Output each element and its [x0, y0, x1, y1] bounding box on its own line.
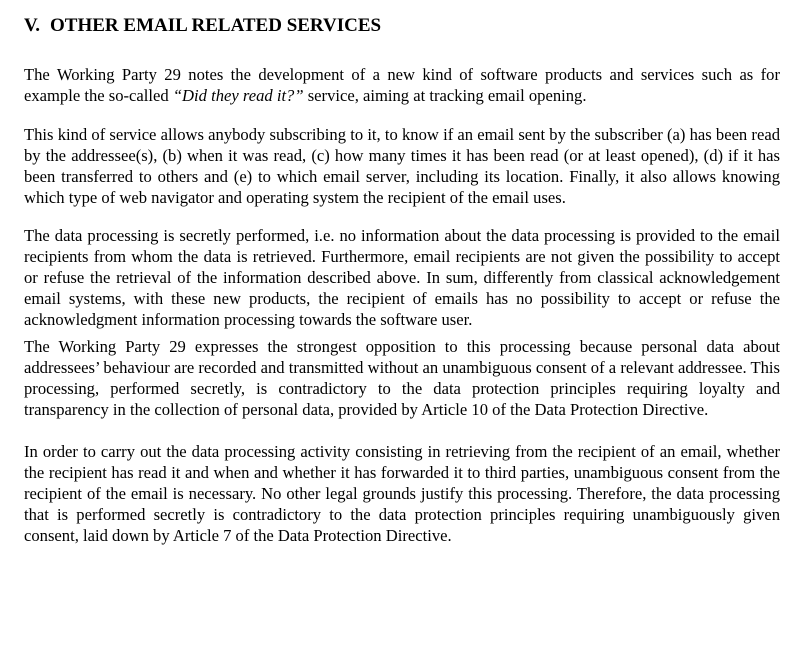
section-number: V.: [24, 15, 41, 36]
paragraph-4: The Working Party 29 expresses the strongest opposition to this processing because personal data about addressees’ behaviour are recorded and transmitted without an unambiguous consent of a relevant addressee. This processing, performed secretly, is contradictory to the data protection principles requiring loyalty and transparency in the collection of personal data, provided by Article 10 of the Data Protection Directive.: [24, 337, 780, 419]
paragraph-3: The data processing is secretly performed, i.e. no information about the data processing is provided to the email recipients from whom the data is retrieved. Furthermore, email recipients are not given the possibility to accept or refuse the retrieval of the information described above. In sum, differently from classical acknowledgement email systems, with these new products, the recipient of emails has no possibility to accept or refuse the acknowledgment information processing towards the software user.: [24, 226, 780, 329]
document-page: [24, 14, 780, 546]
paragraph-1-text-start: The Working Party 29 notes the development of a new kind of software products and services such as for example the so-called: [24, 65, 780, 105]
paragraph-1: [24, 64, 780, 106]
paragraph-1-text-end: service, aiming at tracking email opening.: [303, 86, 587, 105]
section-title: OTHER EMAIL RELATED SERVICES: [50, 15, 382, 36]
paragraph-2: This kind of service allows anybody subscribing to it, to know if an email sent by the subscriber (a) has been read by the addressee(s), (b) when it was read, (c) how many times it has been read (or at least opened), (d) if it has been transferred to others and (e) to which email server, including its location. Finally, it also allows knowing which type of web navigator and operating system the recipient of the email uses.: [24, 125, 780, 207]
section-heading: [24, 14, 780, 38]
paragraph-5: In order to carry out the data processing activity consisting in retrieving from the recipient of an email, whether the recipient has read it and when and whether it has forwarded it to third parties, unambiguous consent from the recipient of the email is necessary. No other legal grounds justify this processing. Therefore, the data processing that is performed secretly is contradictory to the data protection principles requiring unambiguously given consent, laid down by Article 7 of the Data Protection Directive.: [24, 442, 780, 545]
paragraph-1-quote: “Did they read it?”: [172, 86, 304, 105]
